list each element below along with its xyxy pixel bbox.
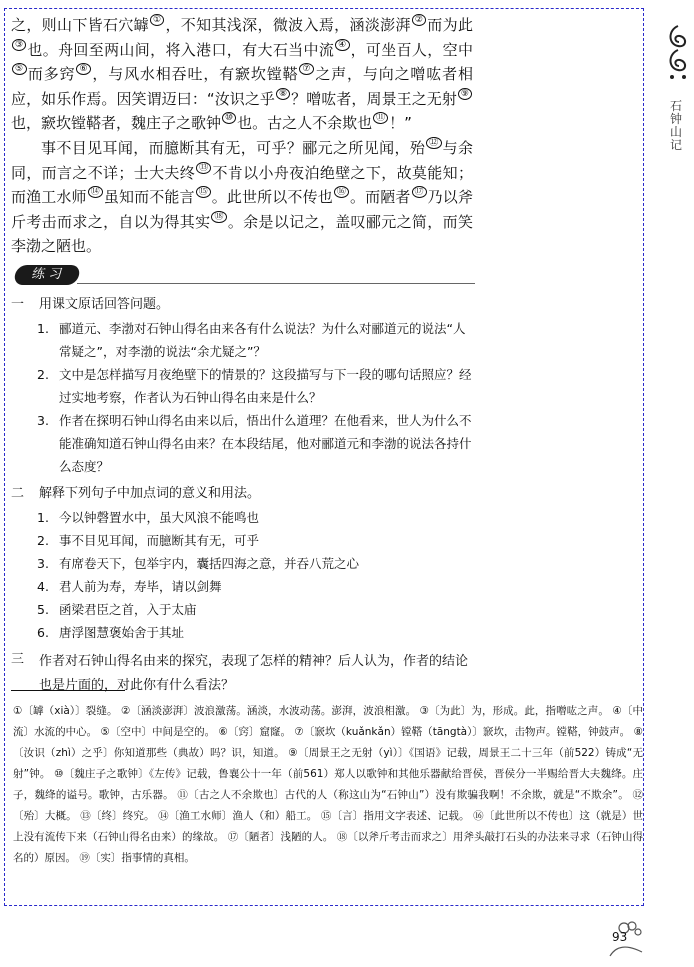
question-text: 文中是怎样描写月夜绝壁下的情景的？这段描写与下一段的哪句话照应？经过实地考察，作者认为石钟山得名由来是什么？: [59, 366, 472, 405]
footnote-marker: ⑧: [276, 88, 290, 100]
footnote: ⑭〔渔工水师〕渔人（和）船工。: [158, 810, 318, 822]
question-text: 函梁君臣之首，入于太庙: [59, 601, 197, 617]
footnote-marker: ⑬: [196, 162, 211, 174]
page-number: 93: [612, 930, 628, 944]
footnote: ②〔涵淡澎湃〕波浪激荡。涵淡，水波动荡。澎湃，波浪相激。: [120, 705, 417, 717]
question-item: [11, 575, 473, 598]
question-text: 事不目见耳闻，而臆断其有无，可乎: [59, 532, 260, 548]
question-text: 今以钟磬置水中，虽大风浪不能鸣也: [59, 509, 260, 525]
footnote-marker: ⑯: [334, 186, 349, 198]
section-title: 作者对石钟山得名由来的探究，表现了怎样的精神？后人认为，作者的结论也是片面的，对此你有什么看法？: [39, 653, 469, 693]
exercise-badge: 练 习: [13, 265, 81, 285]
section-number: 三: [11, 651, 25, 667]
question-number: 4.: [37, 578, 49, 594]
section-title: 用课文原话回答问题。: [39, 296, 170, 312]
text-run: 不肯以小舟夜泊绝壁之下，故莫能知；而渔工水师: [11, 163, 473, 207]
footnote: ⑱〔以斧斤考击而求之〕用斧头敲打石头的办法来寻求（石钟山得名的）原因。: [13, 831, 644, 864]
question-text: 君人前为寿，寿毕，请以剑舞: [59, 578, 222, 594]
text-run: 虽知而不能言: [103, 188, 195, 207]
text-run: 。此世所以不传也: [211, 188, 333, 207]
question-item: [11, 598, 473, 621]
question-number: 1.: [37, 320, 49, 336]
text-run: 也。舟回至两山间，将入港口，有大石当中流: [27, 40, 335, 59]
question-text: 唐浮图慧褒始舍于其址: [59, 624, 185, 640]
footnote-marker: ⑭: [88, 186, 103, 198]
footnote: ⑩〔魏庄子之歌钟〕《左传》记载，鲁襄公十一年（前561）郑人以歌钟和其他乐器献给晋侯，晋侯分一半赐给晋大夫魏绛。庄子，魏绛的谥号。歌钟，古乐器。: [13, 768, 644, 801]
footnote-marker: ③: [12, 39, 26, 51]
exercise-header: [11, 263, 473, 289]
text-run: ，不知其浅深，微波入焉，涵淡澎湃: [165, 16, 411, 34]
footnote: ③〔为此〕为，形成。此，指噌吰之声。: [419, 705, 609, 717]
passage-paragraph-1: [11, 13, 473, 136]
footnote: ⑰〔陋者〕浅陋的人。: [227, 831, 334, 843]
text-run: 之，则山下皆石穴罅: [11, 16, 150, 34]
passage-paragraph-2: [11, 136, 473, 259]
footnote-marker: ⑫: [426, 137, 441, 149]
text-run: 也。古之人不余欺也: [237, 114, 373, 133]
question-item: [11, 363, 473, 409]
text-run: ，自以为得其实: [103, 212, 211, 231]
question-item: [11, 552, 473, 575]
footnote-rule: [11, 690, 125, 691]
footnote: ④〔中流〕水流的中心。: [13, 705, 643, 738]
section-number: 一: [11, 296, 25, 312]
footnote: ⑲〔实〕指事情的真相。: [79, 852, 195, 864]
footnote-marker: ④: [335, 39, 349, 51]
text-run: 。而陋者: [349, 188, 411, 207]
question-number: 6.: [37, 624, 49, 640]
question-number: 2.: [37, 532, 49, 548]
text-run: ！”: [389, 114, 412, 133]
question-item: [11, 506, 473, 529]
section-title: 解释下列句子中加点词的意义和用法。: [39, 485, 261, 501]
text-run: 也，窾坎镗鞳者，魏庄子之歌钟: [11, 114, 222, 133]
footnote: ⑪〔古之人不余欺也〕古代的人（称这山为“石钟山”）没有欺骗我啊！不余欺，就是“不欺余”。: [177, 789, 629, 801]
footnote: ⑥〔窍〕窟窿。: [218, 726, 292, 738]
main-content: [11, 13, 473, 700]
text-run: 之声，与向之噌吰者相应，如乐作焉。因笑谓迈曰：“汝识之乎: [11, 65, 473, 108]
question-number: 3.: [37, 412, 49, 428]
footnote-marker: ⑰: [412, 186, 427, 198]
side-chapter-title: 石钟山记: [669, 99, 682, 152]
footnote: ⑤〔空中〕中间是空的。: [100, 726, 216, 738]
text-run: 与余同，而言之不详；士大夫终: [11, 138, 473, 182]
question-item: [11, 621, 473, 644]
exercise-section-1: [11, 295, 473, 315]
text-run: 中: [457, 40, 473, 59]
footnote: ⑬〔终〕终究。: [80, 810, 155, 822]
text-run: 此: [457, 16, 473, 34]
swirl-ornament-icon: [664, 22, 692, 82]
footnote: ⑫〔殆〕大概。: [13, 789, 643, 822]
footnote: ⑮〔言〕指用文字表述、记载。: [320, 810, 470, 822]
page-frame: [4, 8, 644, 906]
text-run: ？噌吰者，周景王之无射: [291, 89, 457, 108]
footnotes: [13, 701, 643, 869]
footnote-marker: ②: [412, 14, 426, 26]
footnote: ⑨〔周景王之无射（yì）〕《国语》记载，周景王二十三年（前522）铸成“无射”钟。: [13, 747, 643, 780]
footnote: ①〔罅（xià）〕裂缝。: [13, 705, 118, 717]
footnote-marker: ⑥: [76, 63, 91, 75]
question-number: 5.: [37, 601, 49, 617]
footnote-marker: ⑦: [299, 63, 314, 75]
footnote-marker: ⑤: [12, 63, 27, 75]
text-run: 事不目见耳闻，而臆断其有无，可乎？郦元之所见闻，殆: [41, 138, 426, 157]
text-run: ，可坐百人，空: [350, 40, 458, 59]
text-run: 而多窍: [27, 65, 76, 84]
question-text: 郦道元、李渤对石钟山得名由来各有什么说法？为什么对郦道元的说法“人常疑之”，对李渤的说法“余尤疑之”？: [59, 320, 466, 359]
text-run: 。余是以记之，盖叹郦元之简，而笑李渤之陋也。: [11, 212, 473, 256]
question-item: [11, 529, 473, 552]
question-number: 2.: [37, 366, 49, 382]
divider: [77, 283, 475, 284]
question-item: [11, 317, 473, 363]
footnote-marker: ⑪: [373, 112, 388, 124]
text-run: 乃以斧斤考击而求之: [11, 188, 473, 231]
footnote-marker: ⑨: [458, 88, 472, 100]
footnote-marker: ①: [150, 14, 164, 26]
footnote-marker: ⑩: [222, 112, 236, 124]
section-number: 二: [11, 485, 25, 501]
question-number: 3.: [37, 555, 49, 571]
text-run: 而为: [427, 16, 458, 34]
question-number: 1.: [37, 509, 49, 525]
question-text: 有席卷天下，包举宇内，囊括四海之意，并吞八荒之心: [59, 555, 360, 571]
footnote: ⑦〔窾坎（kuǎnkǎn）镗鞳（tāngtà）〕窾坎，击物声。镗鞳，钟鼓声。: [294, 726, 631, 738]
footnote: ⑧〔汝识（zhì）之乎〕你知道那些（典故）吗？识，知道。: [13, 726, 643, 759]
footnote-marker: ⑮: [196, 186, 211, 198]
footnote: ⑯〔此世所以不传也〕这（就是）世上没有流传下来（石钟山得名由来）的缘故。: [13, 810, 643, 843]
question-item: [11, 409, 473, 478]
footnote-marker: ⑱: [211, 211, 226, 223]
text-run: ，与风水相吞吐，有窾坎镗鞳: [92, 65, 299, 84]
exercise-section-2: [11, 484, 473, 504]
question-text: 作者在探明石钟山得名由来以后，悟出什么道理？在他看来，世人为什么不能准确知道石钟山得名由来？在本段结尾，他对郦道元和李渤的说法各持什么态度？: [59, 412, 472, 474]
